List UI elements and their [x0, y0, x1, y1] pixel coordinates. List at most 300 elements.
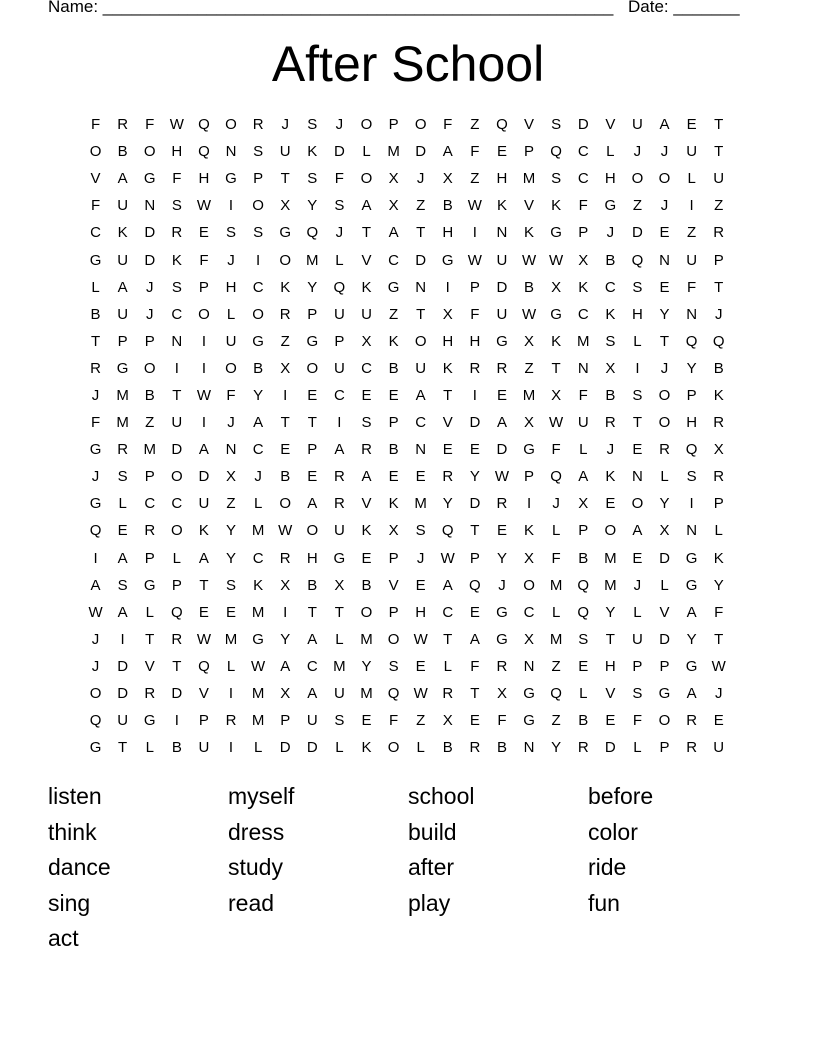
grid-cell: G — [252, 630, 264, 648]
grid-cell: Q — [685, 441, 698, 459]
grid-cell: P — [388, 414, 399, 432]
grid-cell: B — [307, 576, 318, 594]
word-list-item: think — [48, 818, 97, 845]
grid-cell: X — [226, 468, 237, 486]
grid-cell: L — [660, 576, 669, 594]
grid-cell: W — [88, 603, 103, 621]
grid-cell: M — [251, 522, 265, 540]
grid-cell: B — [388, 359, 399, 377]
word-list-item: listen — [48, 783, 102, 809]
grid-cell: K — [361, 739, 372, 757]
grid-cell: R — [469, 359, 481, 377]
grid-cell: E — [198, 224, 209, 242]
grid-cell: J — [606, 224, 615, 242]
grid-cell: M — [604, 549, 617, 567]
grid-cell: A — [632, 522, 643, 540]
grid-cell: U — [171, 414, 183, 432]
grid-cell: F — [443, 116, 453, 134]
grid-cell: Q — [198, 116, 210, 134]
grid-cell: K — [253, 576, 264, 594]
grid-cell: N — [659, 251, 670, 269]
grid-cell: L — [443, 657, 452, 675]
grid-cell: D — [198, 468, 210, 486]
grid-cell: I — [472, 386, 477, 404]
grid-cell: F — [578, 386, 588, 404]
grid-cell: G — [523, 685, 535, 703]
grid-cell: S — [578, 630, 589, 648]
grid-cell: S — [307, 170, 318, 188]
grid-cell: G — [279, 224, 292, 242]
grid-cell: U — [713, 170, 725, 188]
grid-cell: W — [196, 386, 211, 404]
grid-cell: J — [145, 305, 154, 323]
grid-cell: V — [388, 576, 399, 594]
grid-cell: C — [604, 278, 616, 296]
grid-cell: E — [415, 576, 426, 594]
grid-cell: O — [387, 630, 400, 648]
grid-cell: P — [307, 441, 318, 459]
grid-cell: X — [551, 386, 562, 404]
grid-cell: O — [604, 522, 617, 540]
grid-cell: O — [89, 685, 102, 703]
grid-cell: J — [714, 305, 723, 323]
grid-cell: C — [577, 305, 589, 323]
grid-cell: E — [605, 495, 616, 513]
grid-cell: Q — [550, 143, 562, 161]
grid-cell: K — [578, 278, 589, 296]
grid-cell: O — [306, 359, 319, 377]
grid-cell: E — [496, 143, 507, 161]
grid-cell: J — [416, 549, 425, 567]
grid-cell: D — [415, 143, 427, 161]
grid-cell: D — [171, 441, 183, 459]
grid-cell: Z — [470, 116, 480, 134]
grid-cell: R — [361, 441, 372, 459]
grid-cell: P — [144, 468, 155, 486]
grid-cell: N — [577, 359, 589, 377]
grid-cell: E — [117, 522, 128, 540]
grid-cell: G — [252, 332, 264, 350]
grid-cell: I — [337, 414, 342, 432]
grid-cell: C — [577, 170, 589, 188]
grid-cell: R — [117, 441, 129, 459]
grid-cell: V — [442, 414, 453, 432]
grid-cell: S — [171, 278, 182, 296]
grid-cell: R — [171, 630, 183, 648]
grid-cell: A — [361, 468, 372, 486]
grid-cell: B — [90, 305, 101, 323]
grid-cell: M — [116, 386, 129, 404]
grid-cell: A — [469, 630, 480, 648]
grid-cell: L — [687, 170, 696, 188]
grid-cell: Q — [441, 522, 454, 540]
grid-cell: M — [522, 170, 536, 188]
grid-cell: D — [659, 549, 670, 567]
grid-cell: C — [90, 224, 101, 242]
grid-cell: C — [361, 359, 372, 377]
grid-cell: B — [578, 712, 589, 730]
grid-cell: Z — [551, 657, 561, 675]
grid-cell: T — [172, 657, 182, 675]
grid-cell: L — [416, 739, 425, 757]
grid-cell: W — [413, 630, 428, 648]
word-list-item: sing — [48, 889, 91, 916]
grid-cell: T — [632, 414, 642, 432]
grid-cell: Q — [306, 224, 319, 242]
grid-cell: T — [714, 116, 724, 134]
grid-cell: F — [470, 657, 480, 675]
grid-cell: F — [470, 305, 480, 323]
grid-cell: B — [605, 251, 616, 269]
grid-cell: E — [496, 522, 507, 540]
grid-cell: L — [91, 278, 100, 296]
grid-cell: D — [144, 224, 156, 242]
grid-cell: Z — [145, 414, 155, 432]
grid-cell: L — [579, 685, 588, 703]
grid-cell: K — [524, 224, 535, 242]
grid-cell: P — [469, 549, 480, 567]
grid-cell: K — [280, 278, 291, 296]
grid-cell: V — [524, 197, 535, 215]
grid-cell: R — [442, 468, 454, 486]
grid-cell: G — [89, 495, 102, 513]
grid-cell: Y — [713, 576, 724, 594]
grid-cell: U — [361, 305, 372, 323]
grid-cell: R — [713, 414, 725, 432]
grid-cell: S — [388, 657, 399, 675]
grid-cell: J — [660, 197, 669, 215]
grid-cell: L — [118, 495, 127, 513]
grid-cell: H — [225, 278, 237, 296]
grid-cell: J — [281, 116, 289, 134]
grid-cell: W — [549, 414, 564, 432]
grid-cell: V — [361, 495, 372, 513]
grid-cell: T — [416, 224, 426, 242]
word-list-item: fun — [588, 889, 620, 916]
grid-cell: Y — [253, 386, 264, 404]
grid-cell: X — [388, 197, 399, 215]
grid-cell: X — [280, 685, 291, 703]
grid-cell: L — [714, 522, 723, 540]
grid-cell: K — [307, 143, 318, 161]
grid-cell: S — [117, 576, 128, 594]
grid-cell: P — [198, 712, 209, 730]
grid-cell: S — [253, 143, 264, 161]
grid-cell: E — [659, 278, 670, 296]
grid-cell: F — [145, 116, 155, 134]
grid-cell: F — [199, 251, 209, 269]
grid-cell: R — [144, 522, 156, 540]
grid-cell: I — [120, 630, 125, 648]
grid-cell: Y — [496, 549, 507, 567]
grid-cell: W — [467, 197, 482, 215]
grid-cell: J — [335, 224, 344, 242]
grid-cell: E — [713, 712, 724, 730]
grid-cell: K — [713, 386, 724, 404]
grid-cell: X — [280, 197, 291, 215]
grid-cell: W — [521, 251, 537, 269]
date-field-label: Date: _______ — [628, 0, 740, 16]
grid-cell: L — [145, 739, 154, 757]
grid-cell: U — [225, 332, 237, 350]
grid-cell: B — [605, 386, 616, 404]
grid-cell: L — [335, 739, 344, 757]
grid-cell: S — [171, 197, 182, 215]
grid-cell: E — [361, 549, 372, 567]
grid-cell: G — [523, 441, 535, 459]
grid-cell: P — [253, 170, 264, 188]
word-list-item: build — [408, 818, 457, 845]
grid-cell: J — [227, 251, 235, 269]
grid-cell: N — [496, 224, 508, 242]
grid-cell: U — [333, 359, 345, 377]
grid-cell: X — [713, 441, 724, 459]
worksheet-header — [48, 0, 748, 17]
grid-cell: C — [252, 549, 264, 567]
grid-cell: H — [306, 549, 318, 567]
grid-cell: T — [659, 332, 670, 350]
grid-cell: D — [306, 739, 318, 757]
grid-cell: K — [442, 359, 453, 377]
grid-cell: Z — [416, 712, 426, 730]
grid-cell: G — [441, 251, 454, 269]
grid-cell: S — [226, 576, 237, 594]
grid-cell: M — [333, 657, 346, 675]
grid-cell: X — [334, 576, 345, 594]
grid-cell: I — [283, 603, 288, 621]
grid-cell: T — [280, 170, 290, 188]
grid-cell: Y — [605, 603, 616, 621]
grid-cell: R — [577, 739, 589, 757]
grid-cell: T — [443, 630, 453, 648]
grid-cell: O — [523, 576, 535, 594]
grid-cell: E — [307, 468, 318, 486]
grid-cell: P — [307, 305, 318, 323]
grid-cell: M — [143, 441, 156, 459]
grid-cell: Y — [659, 305, 670, 323]
grid-cell: Z — [714, 197, 724, 215]
grid-cell: O — [414, 116, 427, 134]
grid-cell: V — [605, 685, 616, 703]
grid-cell: B — [442, 739, 453, 757]
grid-cell: O — [631, 495, 644, 513]
grid-cell: X — [524, 630, 535, 648]
grid-cell: M — [116, 414, 129, 432]
grid-cell: L — [579, 441, 588, 459]
grid-cell: R — [117, 116, 129, 134]
grid-cell: S — [632, 685, 643, 703]
grid-cell: X — [496, 685, 507, 703]
word-list-item: before — [588, 783, 654, 809]
grid-cell: U — [306, 712, 318, 730]
grid-cell: D — [659, 630, 670, 648]
grid-cell: U — [496, 251, 508, 269]
grid-cell: Y — [280, 630, 291, 648]
grid-cell: J — [633, 576, 642, 594]
grid-cell: Q — [685, 332, 698, 350]
word-list-item: dance — [48, 854, 111, 881]
grid-cell: R — [333, 495, 345, 513]
grid-cell: A — [307, 495, 318, 513]
grid-cell: Z — [280, 332, 290, 350]
grid-cell: L — [226, 305, 236, 323]
grid-cell: Y — [442, 495, 453, 513]
grid-cell: D — [117, 657, 129, 675]
grid-cell: E — [659, 224, 670, 242]
grid-cell: O — [306, 522, 319, 540]
grid-cell: Y — [469, 468, 480, 486]
grid-cell: V — [605, 116, 616, 134]
grid-cell: X — [524, 549, 535, 567]
grid-cell: H — [686, 414, 698, 432]
grid-cell: E — [361, 712, 372, 730]
grid-cell: J — [552, 495, 560, 513]
grid-cell: B — [388, 441, 399, 459]
grid-cell: W — [494, 468, 510, 486]
grid-cell: G — [685, 657, 698, 675]
grid-cell: M — [306, 251, 319, 269]
grid-cell: L — [551, 522, 561, 540]
grid-cell: N — [632, 468, 643, 486]
grid-cell: I — [201, 414, 206, 432]
grid-cell: B — [524, 278, 535, 296]
grid-cell: M — [224, 630, 238, 648]
word-list-item: play — [408, 889, 451, 916]
grid-cell: L — [633, 332, 642, 350]
grid-cell: D — [171, 685, 183, 703]
grid-cell: U — [577, 414, 589, 432]
grid-cell: U — [117, 712, 129, 730]
grid-cell: O — [89, 143, 102, 161]
grid-cell: D — [496, 278, 508, 296]
grid-cell: I — [472, 224, 477, 242]
grid-cell: Q — [631, 251, 644, 269]
grid-cell: K — [171, 251, 182, 269]
grid-cell: G — [225, 170, 237, 188]
grid-cell: B — [253, 359, 264, 377]
grid-cell: N — [144, 197, 156, 215]
grid-cell: D — [469, 414, 481, 432]
grid-cell: V — [90, 170, 101, 188]
grid-cell: K — [361, 522, 372, 540]
grid-cell: S — [334, 712, 345, 730]
grid-cell: J — [335, 116, 344, 134]
grid-cell: P — [578, 522, 589, 540]
grid-cell: I — [283, 386, 288, 404]
grid-cell: I — [174, 712, 179, 730]
grid-cell: W — [440, 549, 455, 567]
grid-cell: K — [605, 468, 616, 486]
grid-cell: H — [632, 305, 643, 323]
grid-cell: K — [117, 224, 128, 242]
grid-cell: E — [686, 116, 697, 134]
grid-cell: U — [713, 739, 725, 757]
grid-cell: T — [199, 576, 209, 594]
grid-cell: W — [278, 522, 293, 540]
grid-cell: L — [606, 143, 615, 161]
grid-cell: P — [686, 386, 697, 404]
grid-cell: E — [442, 441, 453, 459]
grid-cell: I — [445, 278, 450, 296]
grid-cell: U — [333, 522, 345, 540]
grid-cell: O — [631, 170, 644, 188]
grid-cell: H — [442, 224, 454, 242]
grid-cell: M — [360, 685, 373, 703]
grid-cell: D — [279, 739, 291, 757]
grid-cell: H — [469, 332, 481, 350]
grid-cell: X — [605, 359, 616, 377]
grid-cell: F — [578, 197, 588, 215]
grid-cell: P — [632, 657, 643, 675]
grid-cell: Y — [307, 197, 318, 215]
grid-cell: M — [604, 576, 617, 594]
grid-cell: Y — [307, 278, 318, 296]
grid-cell: A — [117, 170, 128, 188]
grid-cell: F — [388, 712, 399, 730]
grid-cell: L — [172, 549, 181, 567]
grid-cell: H — [198, 170, 210, 188]
grid-cell: H — [496, 170, 508, 188]
grid-cell: K — [713, 549, 724, 567]
grid-cell: B — [144, 386, 155, 404]
grid-cell: E — [496, 386, 507, 404]
word-list-item: after — [408, 854, 455, 881]
grid-cell: X — [442, 305, 453, 323]
grid-cell: T — [307, 414, 317, 432]
grid-cell: I — [689, 495, 694, 513]
grid-cell: U — [198, 739, 210, 757]
grid-cell: E — [415, 657, 426, 675]
grid-cell: A — [90, 576, 101, 594]
grid-cell: I — [228, 685, 234, 703]
grid-cell: M — [360, 630, 373, 648]
grid-cell: E — [469, 712, 480, 730]
grid-cell: L — [145, 603, 154, 621]
grid-cell: N — [686, 522, 698, 540]
grid-cell: M — [251, 712, 265, 730]
grid-cell: W — [521, 305, 537, 323]
grid-cell: M — [522, 386, 536, 404]
grid-cell: K — [551, 197, 562, 215]
grid-cell: G — [89, 251, 102, 269]
grid-cell: G — [306, 332, 319, 350]
grid-cell: O — [170, 468, 183, 486]
grid-cell: C — [144, 495, 156, 513]
grid-cell: Q — [387, 685, 400, 703]
grid-cell: Q — [577, 576, 590, 594]
grid-cell: M — [549, 576, 563, 594]
grid-cell: C — [523, 603, 535, 621]
grid-cell: C — [171, 495, 183, 513]
grid-cell: X — [442, 712, 453, 730]
grid-cell: R — [496, 359, 508, 377]
grid-cell: G — [496, 603, 508, 621]
grid-cell: N — [523, 739, 535, 757]
grid-cell: X — [551, 278, 562, 296]
grid-cell: A — [117, 603, 128, 621]
grid-cell: K — [524, 522, 535, 540]
grid-cell: A — [659, 116, 670, 134]
grid-cell: G — [550, 224, 562, 242]
grid-cell: B — [280, 468, 291, 486]
grid-cell: L — [335, 630, 344, 648]
grid-cell: V — [144, 657, 155, 675]
word-list-item: act — [48, 925, 79, 952]
grid-cell: G — [550, 305, 562, 323]
grid-cell: W — [467, 251, 482, 269]
grid-cell: M — [549, 630, 563, 648]
grid-cell: L — [362, 143, 371, 161]
